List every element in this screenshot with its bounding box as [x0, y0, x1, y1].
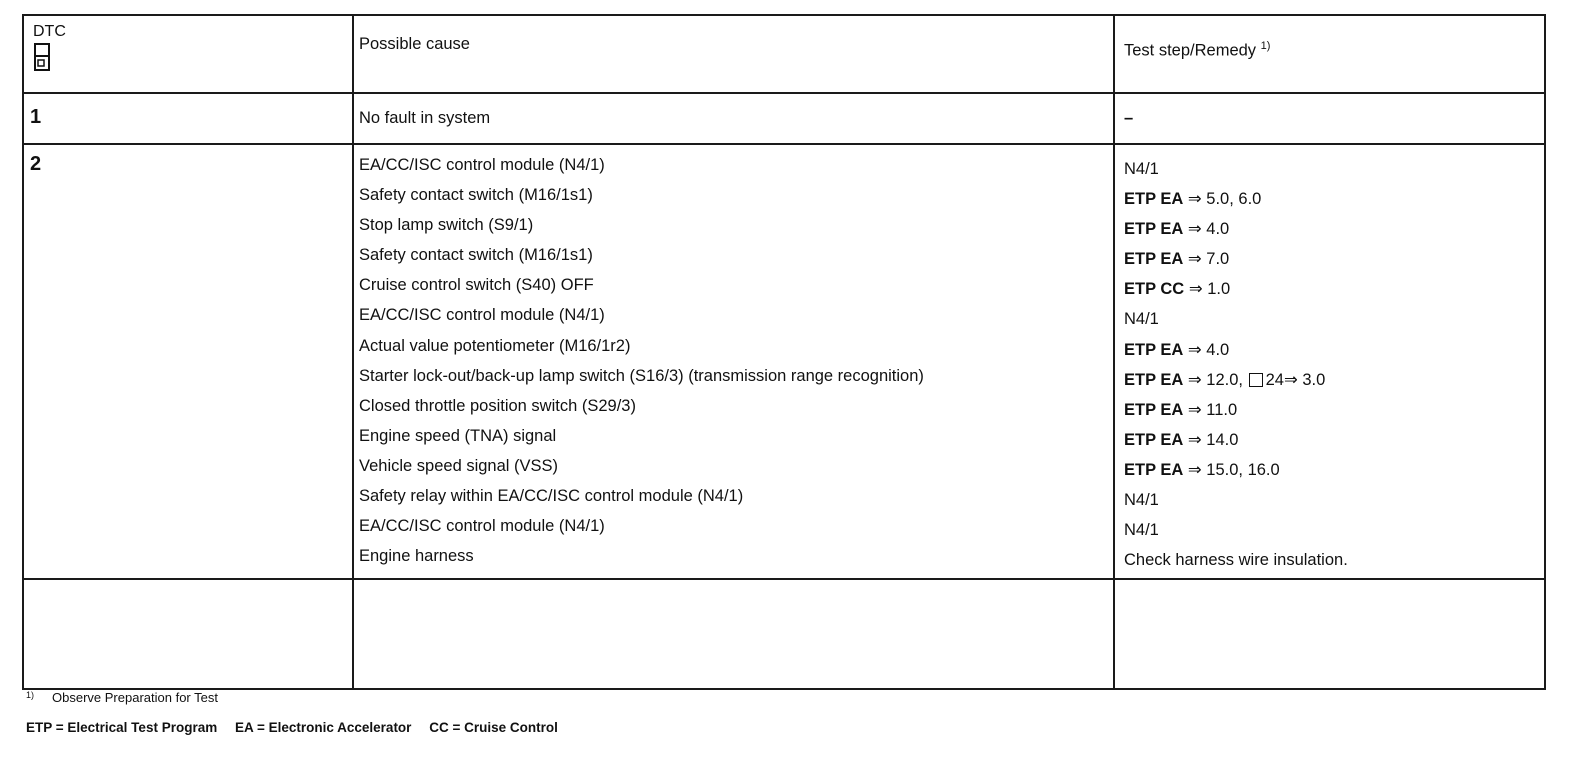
- remedy-text: –: [1124, 109, 1134, 127]
- cause-line: Safety contact switch (M16/1s1): [359, 186, 593, 205]
- header-test-step-label: Test step/Remedy: [1124, 41, 1257, 60]
- remedy-line: [1124, 430, 1348, 460]
- row-divider: [22, 92, 1546, 94]
- remedy-line: [1124, 249, 1348, 279]
- etp-reference: ETP EA: [1124, 400, 1184, 419]
- header-footnote-mark: 1): [1260, 40, 1271, 52]
- remedy-step: N4/1: [1124, 491, 1159, 510]
- footnote: [26, 690, 218, 705]
- remedy-step: ⇒ 11.0: [1187, 400, 1238, 419]
- cause-text: No fault in system: [359, 109, 491, 127]
- etp-reference: ETP CC: [1124, 280, 1185, 299]
- remedy-line: [1124, 370, 1348, 400]
- etp-reference: ETP EA: [1124, 250, 1184, 269]
- legend-etp: ETP = Electrical Test Program: [26, 720, 218, 735]
- cause-line: Cruise control switch (S40) OFF: [359, 276, 594, 295]
- etp-reference: ETP EA: [1124, 430, 1184, 449]
- remedy-step: ⇒ 12.0,: [1187, 370, 1243, 389]
- remedy-step: ⇒ 14.0: [1187, 430, 1239, 449]
- remedy-line: [1124, 340, 1348, 370]
- cause-line: Safety contact switch (M16/1s1): [359, 246, 593, 265]
- abbreviation-legend: [26, 720, 572, 735]
- etp-reference: ETP EA: [1124, 460, 1184, 479]
- cause-line: Stop lamp switch (S9/1): [359, 216, 534, 235]
- header-possible-cause: Possible cause: [359, 35, 470, 53]
- remedy-line: [1124, 490, 1348, 520]
- square-symbol-icon: [1249, 373, 1263, 387]
- remedy-line: [1124, 460, 1348, 490]
- remedy-step: Check harness wire insulation.: [1124, 551, 1348, 570]
- etp-reference: ETP EA: [1124, 220, 1184, 239]
- cause-line: Starter lock-out/back-up lamp switch (S16/3) (transmission range recognition): [359, 366, 924, 385]
- remedy-line: [1124, 309, 1348, 339]
- dtc-code: 1: [30, 106, 42, 128]
- column-divider: [352, 14, 354, 690]
- cause-line: Vehicle speed signal (VSS): [359, 456, 559, 475]
- remedy-step: ⇒ 15.0, 16.0: [1187, 460, 1280, 479]
- remedy-line: [1124, 189, 1348, 219]
- remedy-step-alt: 24⇒ 3.0: [1265, 370, 1326, 389]
- header-dtc: DTC: [33, 23, 66, 40]
- remedy-step: N4/1: [1124, 521, 1159, 540]
- legend-cc: CC = Cruise Control: [429, 720, 558, 735]
- cause-line: Actual value potentiometer (M16/1r2): [359, 336, 631, 355]
- remedy-list: [1124, 159, 1348, 580]
- cause-line: EA/CC/ISC control module (N4/1): [359, 156, 605, 174]
- remedy-step: N4/1: [1124, 310, 1159, 329]
- etp-reference: ETP EA: [1124, 340, 1184, 359]
- remedy-line: [1124, 219, 1348, 249]
- column-divider: [1113, 14, 1115, 690]
- remedy-step: ⇒ 4.0: [1187, 340, 1230, 359]
- remedy-step: ⇒ 4.0: [1187, 220, 1230, 239]
- remedy-line: [1124, 550, 1348, 580]
- display-icon: [34, 42, 50, 72]
- row-divider: [22, 143, 1546, 145]
- cause-line: Closed throttle position switch (S29/3): [359, 396, 636, 415]
- cause-line: Safety relay within EA/CC/ISC control module (N4/1): [359, 487, 744, 506]
- header-test-step: [1124, 36, 1270, 61]
- footnote-mark: 1): [26, 690, 35, 700]
- remedy-line: [1124, 400, 1348, 430]
- cause-line: Engine harness: [359, 547, 474, 566]
- remedy-step: ⇒ 1.0: [1188, 280, 1231, 299]
- cause-line: EA/CC/ISC control module (N4/1): [359, 517, 605, 536]
- remedy-step: ⇒ 5.0, 6.0: [1187, 190, 1262, 209]
- cause-line: Engine speed (TNA) signal: [359, 426, 557, 445]
- remedy-line: [1124, 279, 1348, 309]
- legend-ea: EA = Electronic Accelerator: [234, 720, 412, 735]
- dtc-code: 2: [30, 153, 42, 175]
- etp-reference: ETP EA: [1124, 370, 1184, 389]
- remedy-step: N4/1: [1124, 160, 1159, 178]
- remedy-line: [1124, 520, 1348, 550]
- remedy-line: [1124, 159, 1348, 189]
- footnote-text: Observe Preparation for Test: [52, 690, 218, 705]
- cause-line: EA/CC/ISC control module (N4/1): [359, 306, 605, 325]
- cause-list: [359, 155, 924, 576]
- remedy-step: ⇒ 7.0: [1187, 250, 1230, 269]
- etp-reference: ETP EA: [1124, 190, 1184, 209]
